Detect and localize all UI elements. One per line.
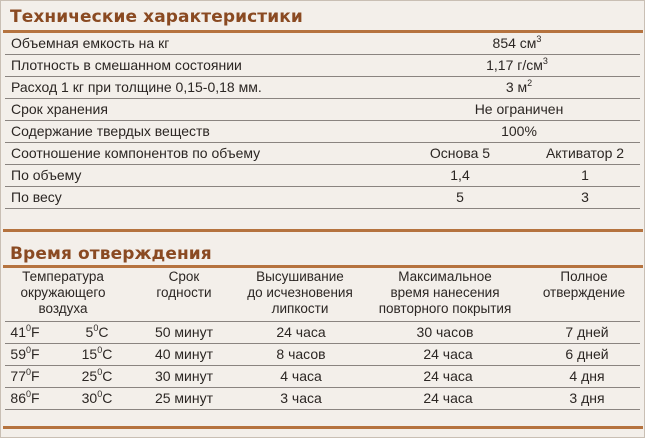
full-cure: 7 дней (565, 324, 609, 340)
full-cure: 3 дня (569, 390, 605, 406)
recoat-time: 24 часа (423, 346, 473, 362)
temp-c: $25^0C$ (81, 367, 113, 384)
header-pot-life: Срок годности (156, 269, 212, 300)
spec-row (5, 77, 640, 99)
ratio-activator: Активатор 2 (545, 145, 625, 161)
spec-row (5, 33, 640, 55)
by-weight-label: По весу (11, 189, 62, 205)
dry-time: 8 часов (276, 346, 326, 362)
temp-f: $77^0F$ (10, 367, 40, 384)
recoat-time: 24 часа (423, 390, 473, 406)
by-weight-row (5, 187, 640, 209)
spec-value: 100% (501, 123, 537, 139)
curing-title: Время отверждения (10, 244, 212, 264)
spec-label: Плотность в смешанном состоянии (11, 57, 242, 73)
header-max-recoat: Максимальное время нанесения повторного покрытия (378, 269, 512, 316)
by-weight-activator: 3 (581, 189, 589, 205)
spec-label: Срок хранения (11, 101, 108, 117)
temp-c: $30^0C$ (81, 389, 113, 406)
ratio-row (5, 143, 640, 165)
curing-top-rule (3, 229, 643, 232)
dry-time: 4 часа (280, 368, 322, 384)
ratio-label: Соотношение компонентов по объему (11, 145, 261, 161)
spec-value: 1,17 $г/см^3$ (486, 56, 548, 73)
pot-life: 50 минут (154, 324, 214, 340)
curing-title-rule (3, 265, 643, 268)
by-volume-row (5, 165, 640, 187)
curing-row (5, 366, 640, 388)
spec-row (5, 99, 640, 121)
spec-value: Не ограничен (474, 101, 564, 117)
temp-c: $5^0C$ (85, 323, 109, 340)
temp-c: $15^0C$ (81, 345, 113, 362)
dry-time: 24 часа (276, 324, 326, 340)
spec-value: 854 $см^3$ (492, 34, 542, 51)
temp-f: $86^0F$ (10, 389, 40, 406)
temp-f: $41^0F$ (10, 323, 40, 340)
spec-row (5, 55, 640, 77)
pot-life: 40 минут (154, 346, 214, 362)
by-volume-label: По объему (11, 167, 82, 183)
full-cure: 6 дней (565, 346, 609, 362)
spec-value: 3 $м^2$ (505, 78, 533, 95)
curing-row (5, 322, 640, 344)
header-full-cure: Полное отверждение (542, 269, 626, 300)
dry-time: 3 часа (280, 390, 322, 406)
curing-row (5, 344, 640, 366)
full-cure: 4 дня (569, 368, 605, 384)
recoat-time: 30 часов (416, 324, 474, 340)
pot-life: 30 минут (154, 368, 214, 384)
spec-label: Содержание твердых веществ (11, 123, 210, 139)
recoat-time: 24 часа (423, 368, 473, 384)
temp-f: $59^0F$ (10, 345, 40, 362)
curing-row (5, 388, 640, 410)
by-weight-base: 5 (456, 189, 464, 205)
by-volume-base: 1,4 (450, 167, 470, 183)
header-temperature: Температура окружающего воздуха (20, 269, 106, 316)
specs-title: Технические характеристики (10, 7, 303, 27)
spec-label: Расход 1 кг при толщине 0,15-0,18 мм. (11, 79, 262, 95)
ratio-base: Основа 5 (429, 145, 491, 161)
by-volume-activator: 1 (581, 167, 589, 183)
header-dry-to-touch: Высушивание до исчезновения липкости (247, 269, 353, 316)
spec-label: Объемная емкость на кг (11, 35, 170, 51)
pot-life: 25 минут (154, 390, 214, 406)
spec-row (5, 121, 640, 143)
bottom-rule (3, 426, 643, 429)
